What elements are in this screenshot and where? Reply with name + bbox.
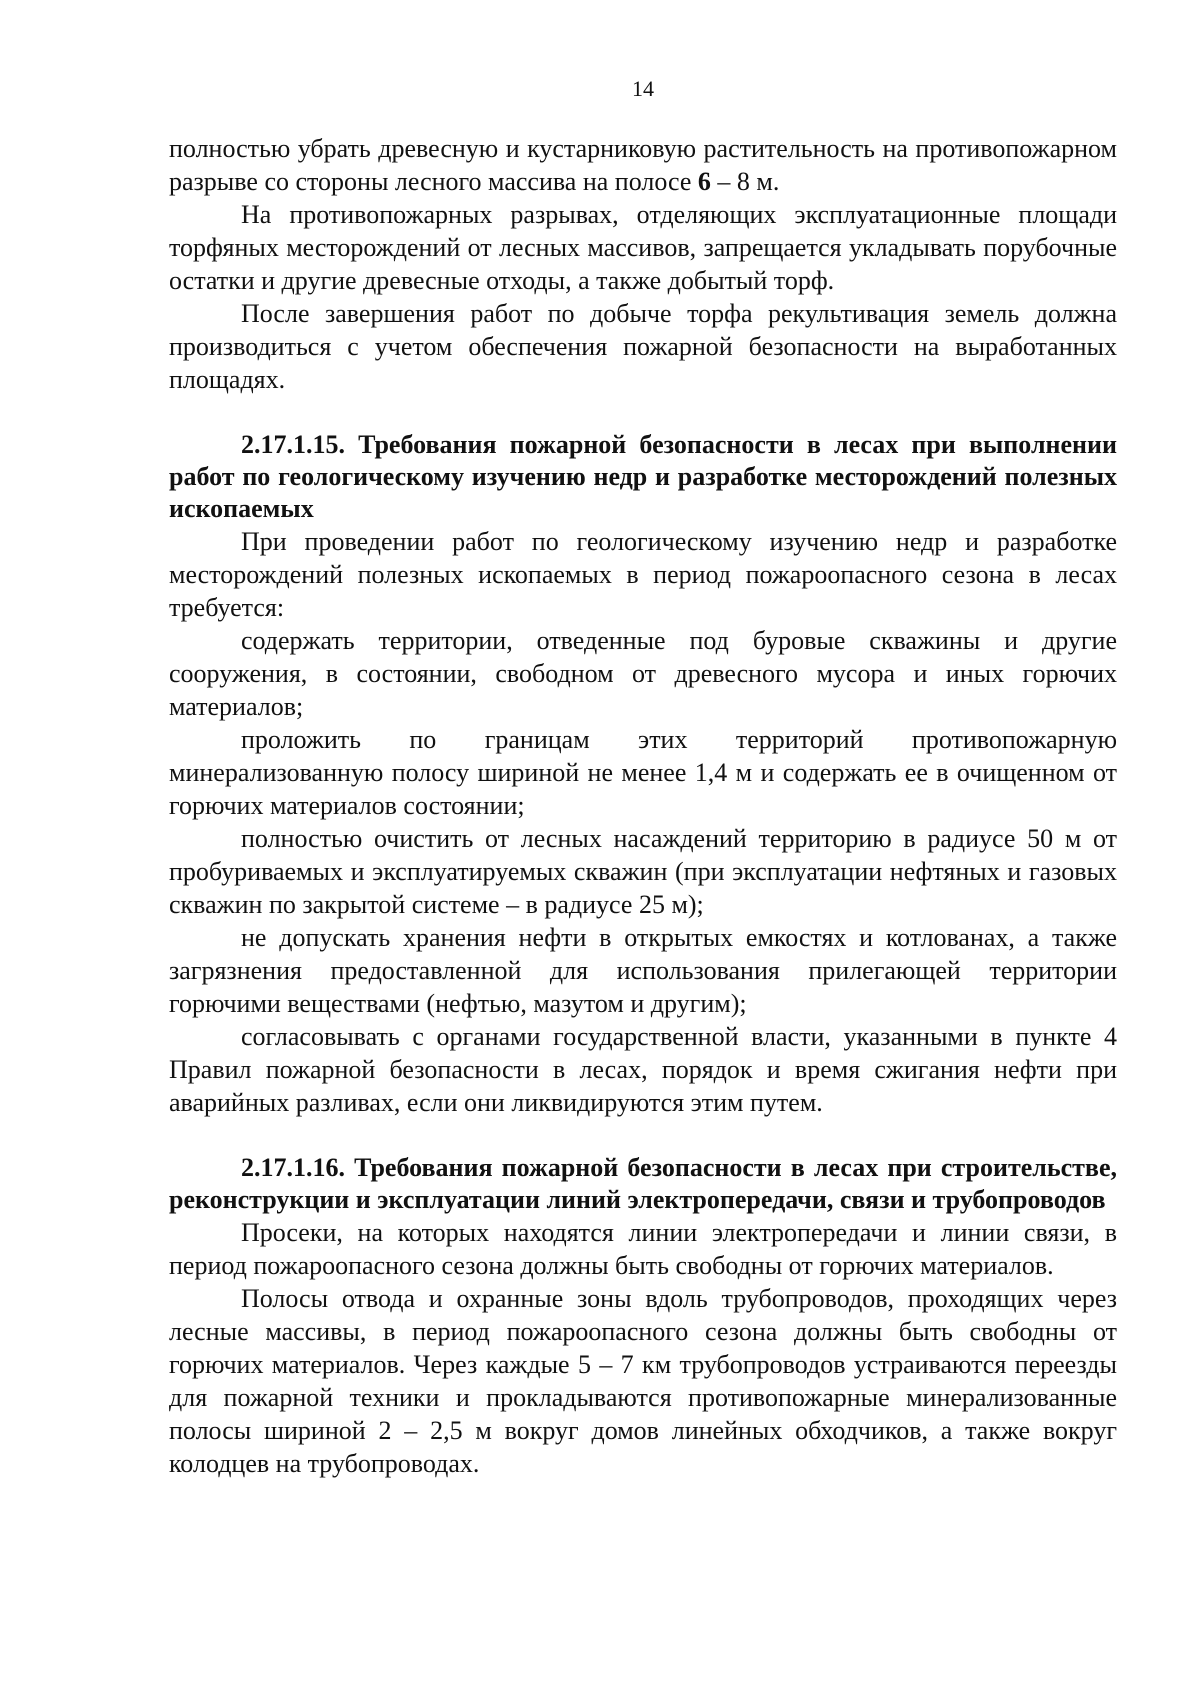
intro-paragraph-1-start: полностью убрать древесную и кустарниковую растительность на противопожарном разрыве со стороны лесного массива на полосе [169,134,1117,196]
document-body [169,132,1117,1480]
section-16-heading: 2.17.1.16. Требования пожарной безопасности в лесах при строительстве, реконструкции и эксплуатации линий электропередачи, связи и трубопроводов [169,1153,1117,1214]
page-number: 14 [632,76,654,101]
section-15-paragraph: полностью очистить от лесных насаждений территорию в радиусе 50 м от пробуриваемых и эксплуатируемых скважин (при эксплуатации нефтяных и газовых скважин по закрытой системе – в радиусе 25 м); [169,824,1117,919]
intro-paragraph-1-end: – 8 м. [710,167,780,196]
intro-paragraph-2: На противопожарных разрывах, отделяющих эксплуатационные площади торфяных месторождений от лесных массивов, запрещается укладывать порубочные остатки и другие древесные отходы, а также добытый торф. [169,200,1117,295]
section-16-paragraph: Просеки, на которых находятся линии электропередачи и линии связи, в период пожароопасного сезона должны быть свободны от горючих материалов. [169,1218,1117,1280]
intro-paragraph-3: После завершения работ по добыче торфа рекультивация земель должна производиться с учетом обеспечения пожарной безопасности на выработанных площадях. [169,299,1117,394]
intro-paragraph-1-bold: 6 [697,167,711,196]
section-15-paragraph: проложить по границам этих территорий противопожарную минерализованную полосу шириной не менее 1,4 м и содержать ее в очищенном от горючих материалов состоянии; [169,725,1117,820]
intro-paragraph-1 [169,132,1117,198]
section-16-paragraph: Полосы отвода и охранные зоны вдоль трубопроводов, проходящих через лесные массивы, в период пожароопасного сезона должны быть свободны от горючих материалов. Через каждые 5 – 7 км трубопроводов устраиваются переезды для пожарной техники и прокладываются противопожарные минерализованные полосы шириной 2 – 2,5 м вокруг домов линейных обходчиков, а также вокруг колодцев на трубопроводах. [169,1284,1117,1478]
section-15-paragraph: При проведении работ по геологическому изучению недр и разработке месторождений полезных ископаемых в период пожароопасного сезона в лесах требуется: [169,527,1117,622]
section-gap [169,396,1117,429]
section-15-paragraph: согласовывать с органами государственной власти, указанными в пункте 4 Правил пожарной безопасности в лесах, порядок и время сжигания нефти при аварийных разливах, если они ликвидируются этим путем. [169,1022,1117,1117]
section-15-heading: 2.17.1.15. Требования пожарной безопасности в лесах при выполнении работ по геологическому изучению недр и разработке месторождений полезных ископаемых [169,430,1117,523]
section-gap [169,1119,1117,1152]
section-15-paragraph: не допускать хранения нефти в открытых емкостях и котлованах, а также загрязнения предоставленной для использования прилегающей территории горючими веществами (нефтью, мазутом и другим); [169,923,1117,1018]
section-15-paragraph: содержать территории, отведенные под буровые скважины и другие сооружения, в состоянии, свободном от древесного мусора и иных горючих материалов; [169,626,1117,721]
